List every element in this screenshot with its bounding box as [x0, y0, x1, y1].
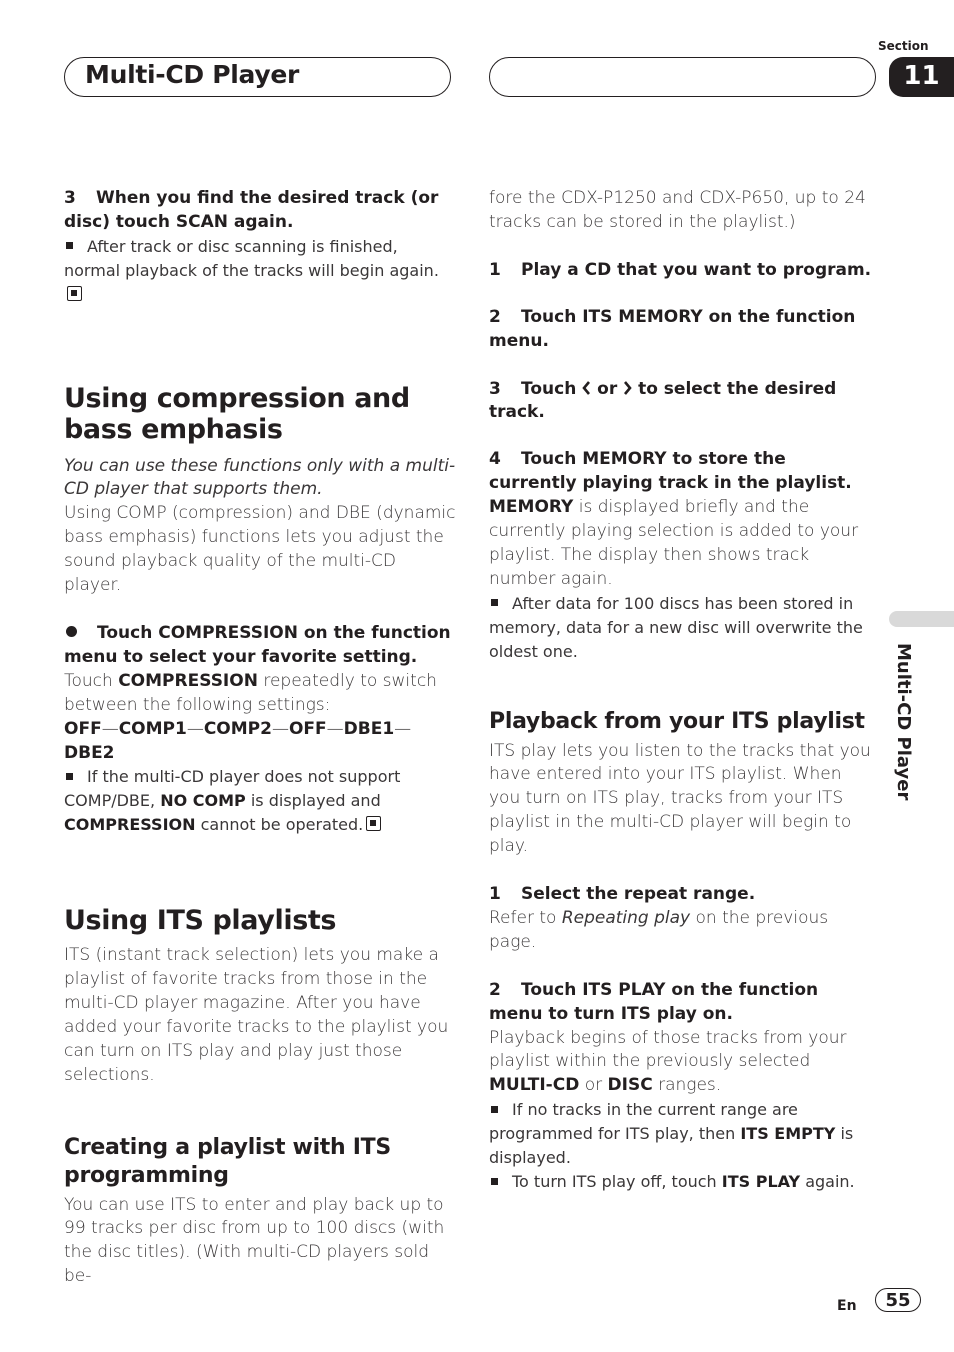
heading-its-playlists: Using ITS playlists: [64, 905, 337, 937]
step-text: When you find the desired track (or disc) touch SCAN again.: [64, 188, 439, 232]
text: If no tracks in the current range are programmed for ITS play, then: [489, 1100, 798, 1144]
step-text: Touch: [521, 378, 577, 399]
playback-body: ITS play lets you listen to the tracks that you have entered into your ITS playlist. When you turn on ITS play, tracks from your ITS playlist in the multi-CD player will begin to play.: [489, 740, 871, 857]
text: Playback begins of those tracks from your playlist within the previously selected: [489, 1027, 847, 1072]
page-number: 55: [875, 1288, 921, 1312]
its-step-3: [489, 378, 874, 426]
its-step-4: [489, 448, 874, 496]
step-number: 2: [489, 306, 501, 327]
its-step-1: [489, 259, 874, 283]
step-text: Touch ITS PLAY on the function menu to turn ITS play on.: [489, 979, 819, 1024]
playback-step-2-body: [489, 1027, 874, 1099]
text: is displayed and: [250, 791, 381, 811]
bold-term: COMPRESSION: [118, 670, 258, 691]
heading-creating-playlist: Creating a playlist with ITS programming: [64, 1134, 391, 1188]
step-number: 2: [489, 979, 501, 1000]
bullet-dot-icon: [66, 626, 77, 637]
chevron-right-icon: [623, 381, 632, 395]
note-square-icon: [66, 773, 73, 780]
page-header-title: Multi-CD Player: [85, 60, 300, 89]
text: repeatedly to switch between the following settings:: [64, 670, 437, 715]
step-text: Touch MEMORY to store the currently playing track in the playlist.: [489, 449, 852, 494]
side-tab-marker: [889, 611, 954, 627]
step-text: Touch ITS MEMORY on the function menu.: [489, 306, 856, 351]
bold-term: NO COMP: [160, 791, 246, 811]
text: on the previous page.: [489, 907, 829, 952]
separator: —: [394, 718, 412, 739]
text: is displayed.: [489, 1124, 854, 1168]
bold-term: MULTI-CD: [489, 1075, 580, 1096]
step-number: 3: [489, 378, 501, 399]
text: cannot be operated.: [200, 815, 364, 835]
note-text: After track or disc scanning is finished, normal playback of the tracks will begin again.: [64, 236, 439, 280]
note-square-icon: [491, 1178, 498, 1185]
text: ranges.: [658, 1075, 722, 1096]
refer-text: [489, 907, 874, 955]
creating-body: You can use ITS to enter and play back up to 99 tracks per disc from up to 100 discs (with the disc titles). (With multi-CD players sold be-: [64, 1194, 445, 1287]
its-play-off-note: [489, 1170, 874, 1194]
right-column: [489, 187, 874, 1194]
text: Touch: [64, 670, 113, 691]
separator: —: [101, 718, 119, 739]
header-empty-box: [489, 57, 876, 97]
text: or: [584, 1075, 603, 1096]
setting-item: DBE2: [64, 742, 115, 763]
section-number-badge: 11: [889, 57, 954, 97]
playback-step-2: [489, 979, 874, 1027]
step-text: Touch COMPRESSION on the function menu to select your favorite setting.: [64, 622, 451, 667]
its-empty-note: [489, 1098, 874, 1170]
heading-playback-its: Playback from your ITS playlist: [489, 708, 865, 734]
playback-step-1: [489, 883, 874, 907]
step-number: 1: [489, 884, 501, 905]
note-text: After data for 100 discs has been stored in memory, data for a new disc will overwrite the oldest one.: [489, 593, 863, 661]
compression-italic-note: You can use these functions only with a multi-CD player that supports them.: [64, 455, 456, 500]
step-text: Play a CD that you want to program.: [521, 259, 872, 280]
step-number: 3: [64, 188, 76, 208]
text: again.: [805, 1172, 855, 1191]
text: Refer to: [489, 907, 557, 928]
bold-term: ITS PLAY: [721, 1172, 801, 1191]
scan-note: [64, 235, 456, 307]
bold-term: COMPRESSION: [64, 815, 196, 835]
left-column: [64, 187, 456, 1289]
step-3-scan: [64, 187, 456, 235]
heading-compression: Using compression and bass emphasis: [64, 382, 410, 445]
footer-lang: En: [837, 1298, 857, 1314]
bold-term: MEMORY: [489, 497, 574, 518]
setting-item: OFF: [288, 718, 327, 739]
memory-note: [489, 592, 874, 664]
creating-body-continued: fore the CDX-P1250 and CDX-P650, up to 24 tracks can be stored in the playlist.): [489, 188, 866, 232]
end-mark-icon: [67, 286, 82, 301]
step-number: 1: [489, 259, 501, 280]
bold-term: ITS EMPTY: [740, 1124, 836, 1144]
setting-item: OFF: [64, 718, 102, 739]
compression-body: Using COMP (compression) and DBE (dynamic bass emphasis) functions lets you adjust the sound playback quality of the multi-CD player.: [64, 503, 456, 596]
text: If the multi-CD player does not support COMP/DBE,: [64, 767, 401, 811]
separator: —: [271, 718, 289, 739]
setting-item: COMP1: [118, 718, 187, 739]
step-text: Select the repeat range.: [521, 884, 756, 905]
setting-item: DBE1: [343, 718, 395, 739]
setting-item: COMP2: [203, 718, 272, 739]
italic-ref: Repeating play: [561, 907, 691, 928]
note-square-icon: [491, 599, 498, 606]
nocomp-note: [64, 765, 456, 837]
text: is displayed briefly and the currently playing selection is added to your playlist. The display then shows track number again.: [489, 497, 859, 589]
end-mark-icon: [366, 816, 381, 831]
settings-sequence: [64, 718, 456, 766]
compression-touch: [64, 670, 456, 718]
note-square-icon: [66, 242, 73, 249]
side-tab-label: Multi-CD Player: [893, 643, 914, 801]
step-text: to select the desired track.: [489, 378, 837, 423]
memory-body: [489, 496, 874, 592]
compression-step: [64, 622, 456, 670]
header-title-box: [64, 57, 451, 97]
note-square-icon: [491, 1106, 498, 1113]
section-label: Section: [878, 39, 929, 53]
separator: —: [186, 718, 204, 739]
step-text: or: [597, 378, 618, 399]
step-number: 4: [489, 449, 501, 470]
text: To turn ITS play off, touch: [512, 1172, 717, 1191]
separator: —: [326, 718, 344, 739]
bold-term: DISC: [607, 1075, 653, 1096]
its-step-2: [489, 306, 874, 354]
its-body: ITS (instant track selection) lets you make a playlist of favorite tracks from those in the multi-CD player magazine. After you have added your favorite tracks to the playlist you can turn on ITS play and play just those selections.: [64, 945, 449, 1085]
chevron-left-icon: [582, 381, 591, 395]
